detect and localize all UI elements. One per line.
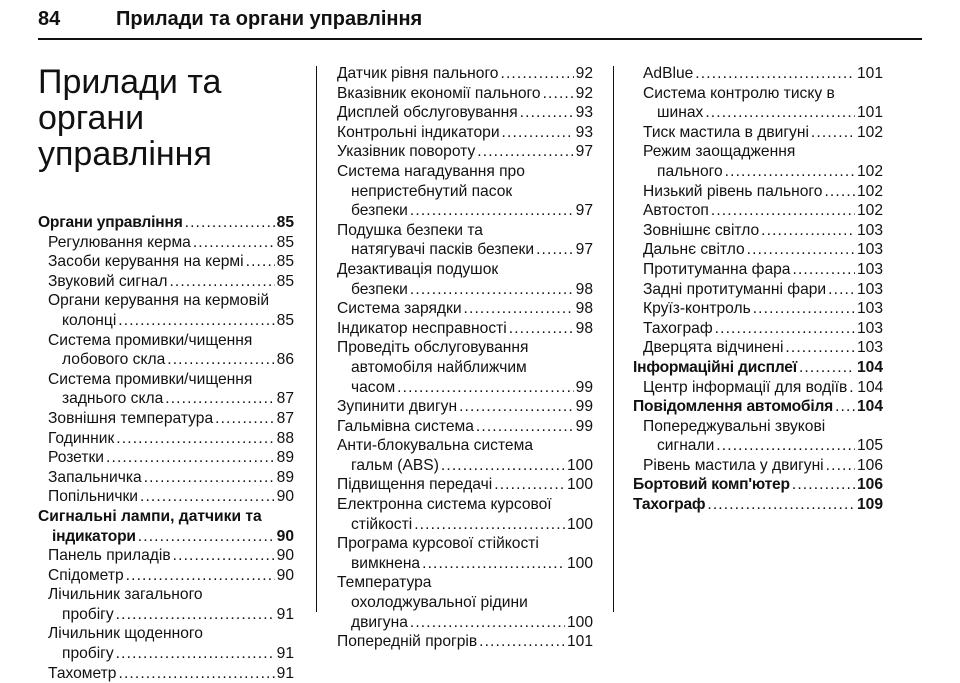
toc-entry[interactable] [633, 378, 883, 398]
toc-entry-title: Запальничка [48, 468, 142, 486]
toc-entry[interactable] [38, 409, 294, 429]
toc-entry-title: Тахограф [633, 496, 706, 514]
toc-entry[interactable] [38, 429, 294, 449]
toc-entry-title: Центр інформації для водіїв [643, 378, 848, 396]
toc-entry[interactable] [38, 291, 294, 330]
toc-entry-page: 100 [566, 476, 593, 494]
toc-entry-title: Анти-блокувальна система [337, 437, 533, 455]
toc-entry[interactable] [633, 299, 883, 319]
toc-entry-title: Режим заощадження [643, 143, 796, 161]
toc-entry-page: 98 [575, 319, 593, 337]
column-divider [316, 66, 317, 612]
leader-dots [502, 123, 574, 143]
leader-dots [828, 280, 855, 300]
toc-entry[interactable] [38, 331, 294, 370]
toc-entry-page: 101 [566, 633, 593, 651]
leader-dots [106, 448, 275, 468]
toc-entry-title-cont: шинах [657, 104, 704, 122]
toc-entry-page: 99 [575, 378, 593, 396]
toc-entry-page: 100 [566, 554, 593, 572]
leader-dots [459, 397, 574, 417]
toc-column-3 [633, 64, 883, 515]
header-rule [38, 38, 922, 40]
toc-entry-title-cont: автомобіля найближчим [351, 358, 527, 376]
toc-entry-page: 87 [276, 390, 294, 408]
toc-entry-page: 93 [575, 123, 593, 141]
toc-entry[interactable] [633, 417, 883, 456]
toc-entry-title: Датчик рівня пального [337, 65, 499, 82]
leader-dots [811, 123, 855, 143]
toc-entry-title: Проведіть обслуговування [337, 339, 529, 357]
toc-entry[interactable] [633, 201, 883, 221]
toc-entry-page: 92 [575, 65, 593, 82]
leader-dots [410, 201, 574, 221]
toc-entry-title: Тахограф [643, 319, 713, 337]
toc-entry-title-cont: заднього скла [62, 390, 164, 408]
toc-entry-title: Лічильник загального [48, 586, 203, 604]
toc-list-2 [337, 64, 593, 652]
toc-entry-title: Низький рівень пального [643, 182, 823, 200]
toc-entry[interactable] [633, 495, 883, 515]
toc-entry-page: 89 [276, 468, 294, 486]
toc-entry-title: Органи керування на кермовій [48, 292, 270, 310]
toc-entry[interactable] [337, 397, 593, 417]
toc-entry-page: 100 [566, 456, 593, 474]
leader-dots [116, 605, 275, 625]
toc-entry[interactable] [337, 534, 593, 573]
leader-dots [173, 546, 275, 566]
toc-entry-title-cont: охолоджувальної рідини [351, 594, 528, 612]
leader-dots [246, 252, 275, 272]
leader-dots [707, 495, 855, 515]
leader-dots [165, 389, 274, 409]
toc-entry-title: Бортовий комп'ютер [633, 476, 790, 494]
toc-entry[interactable] [337, 436, 593, 475]
toc-entry-title: Вказівник економії пального [337, 84, 541, 102]
toc-entry-title: Система промивки/чищення [48, 331, 253, 349]
toc-entry[interactable] [337, 573, 593, 632]
toc-entry-page: 104 [857, 378, 884, 396]
toc-entry-title-cont: вимкнена [351, 554, 421, 572]
toc-entry-title: AdBlue [643, 65, 694, 82]
toc-entry[interactable] [38, 468, 294, 488]
toc-entry[interactable] [337, 632, 593, 652]
toc-entry-page: 90 [276, 566, 294, 584]
leader-dots [536, 240, 574, 260]
toc-entry-page: 99 [575, 417, 593, 435]
toc-entry-page: 101 [856, 104, 883, 122]
toc-entry-title: Система зарядки [337, 300, 462, 318]
page-number: 84 [38, 8, 61, 30]
toc-entry-title: Система нагадування про [337, 162, 525, 180]
toc-entry[interactable] [38, 664, 294, 683]
leader-dots [215, 409, 275, 429]
leader-dots [410, 613, 565, 633]
leader-dots [422, 554, 565, 574]
leader-dots [464, 299, 574, 319]
toc-entry-title: Сигнальні лампи, датчики та [38, 507, 262, 525]
toc-entry-page: 87 [276, 409, 294, 427]
toc-entry[interactable] [38, 507, 294, 546]
leader-dots [824, 182, 855, 202]
toc-entry[interactable] [633, 84, 883, 123]
leader-dots [397, 378, 573, 398]
leader-dots [716, 436, 855, 456]
toc-entry-page: 103 [856, 260, 883, 278]
toc-entry-title: Дезактивація подушок [337, 260, 499, 278]
toc-entry-page: 104 [856, 358, 883, 376]
toc-entry-page: 85 [276, 233, 294, 251]
toc-entry-page: 98 [575, 280, 593, 298]
toc-entry[interactable] [38, 272, 294, 292]
leader-dots [477, 142, 573, 162]
leader-dots [725, 162, 855, 182]
toc-entry-page: 91 [276, 664, 294, 682]
toc-entry-title: Зовнішня температура [48, 409, 214, 427]
toc-entry-page: 109 [856, 496, 883, 514]
toc-entry-page: 99 [575, 398, 593, 416]
toc-entry[interactable] [633, 260, 883, 280]
leader-dots [849, 378, 855, 398]
toc-column-1 [38, 64, 294, 683]
toc-entry[interactable] [337, 84, 593, 104]
toc-entry-title: Повідомлення автомобіля [633, 398, 834, 416]
toc-entry[interactable] [38, 487, 294, 507]
toc-list-3 [633, 64, 883, 515]
toc-entry-title-cont: колонці [62, 311, 117, 329]
toc-entry[interactable] [337, 319, 593, 339]
toc-entry[interactable] [337, 417, 593, 437]
toc-entry[interactable] [337, 338, 593, 397]
toc-entry-title: Рівень мастила у двигуні [643, 456, 824, 474]
toc-entry-title-cont: натягувачі пасків безпеки [351, 241, 535, 259]
leader-dots [715, 319, 855, 339]
toc-entry-title: Контрольні індикатори [337, 123, 500, 141]
leader-dots [126, 566, 275, 586]
leader-dots [520, 103, 574, 123]
toc-entry-title-cont: пробігу [62, 605, 114, 623]
toc-entry[interactable] [38, 566, 294, 586]
toc-entry-page: 85 [276, 214, 294, 231]
toc-entry-title: Засоби керування на кермі [48, 253, 244, 271]
toc-entry-title: Інформаційні дисплеї [633, 358, 797, 376]
toc-entry-page: 97 [575, 241, 593, 259]
toc-entry-title: Задні протитуманні фари [643, 280, 827, 298]
leader-dots [785, 338, 855, 358]
toc-entry-title: Електронна система курсової [337, 496, 552, 514]
toc-entry-title: Годинник [48, 429, 115, 447]
toc-entry-title-cont: гальм (ABS) [351, 456, 439, 474]
toc-entry-page: 105 [856, 437, 883, 455]
toc-entry[interactable] [633, 358, 883, 378]
toc-entry[interactable] [337, 123, 593, 143]
page-header [0, 0, 960, 40]
leader-dots [441, 456, 565, 476]
toc-entry-page: 90 [276, 527, 294, 545]
toc-entry-title-cont: лобового скла [62, 351, 166, 369]
toc-entry-title: Зовнішнє світло [643, 221, 760, 239]
toc-entry-page: 89 [276, 449, 294, 467]
leader-dots [414, 515, 565, 535]
toc-entry-title: Попередній прогрів [337, 633, 478, 651]
toc-entry[interactable] [633, 221, 883, 241]
toc-entry[interactable] [633, 456, 883, 476]
toc-entry[interactable] [38, 233, 294, 253]
toc-entry-page: 106 [856, 456, 883, 474]
toc-entry[interactable] [38, 546, 294, 566]
leader-dots [494, 475, 565, 495]
toc-entry-title-cont: непристебнутий пасок [351, 182, 513, 200]
leader-dots [116, 644, 275, 664]
toc-entry-page: 85 [276, 272, 294, 290]
toc-entry[interactable] [633, 64, 883, 84]
toc-entry-page: 103 [856, 300, 883, 318]
toc-entry-title: Звуковий сигнал [48, 272, 168, 290]
toc-column-2 [337, 64, 593, 652]
toc-entry-title: Попереджувальні звукові [643, 417, 826, 435]
toc-entry-title: Система промивки/чищення [48, 370, 253, 388]
leader-dots [138, 527, 275, 547]
leader-dots [476, 417, 574, 437]
toc-entry-title: Протитуманна фара [643, 260, 791, 278]
toc-entry-page: 85 [276, 253, 294, 271]
toc-entry-title-cont: пального [657, 162, 723, 180]
toc-entry-title: Гальмівна система [337, 417, 474, 435]
toc-entry-page: 103 [856, 241, 883, 259]
toc-entry[interactable] [38, 213, 294, 233]
toc-entry-title: Розетки [48, 449, 105, 467]
toc-entry-title: Індикатор несправності [337, 319, 507, 337]
leader-dots [509, 319, 574, 339]
toc-entry-page: 103 [856, 280, 883, 298]
toc-entry-title: Зупинити двигун [337, 398, 458, 416]
leader-dots [185, 213, 275, 233]
toc-entry-page: 103 [856, 339, 883, 357]
toc-entry-page: 92 [575, 84, 593, 102]
toc-entry-title: Тахометр [48, 664, 117, 682]
toc-entry-page: 91 [276, 645, 294, 663]
leader-dots [543, 84, 574, 104]
leader-dots [711, 201, 855, 221]
leader-dots [116, 429, 274, 449]
toc-entry-title: Автостоп [643, 202, 709, 220]
leader-dots [792, 260, 854, 280]
toc-entry[interactable] [337, 299, 593, 319]
toc-entry-title: Програма курсової стійкості [337, 535, 539, 553]
toc-entry-title: Дисплей обслуговування [337, 104, 518, 122]
leader-dots [479, 632, 565, 652]
leader-dots [753, 299, 855, 319]
toc-entry[interactable] [337, 495, 593, 534]
toc-entry-title: Дальнє світло [643, 241, 745, 259]
toc-entry-title: Дверцята відчинені [643, 339, 784, 357]
toc-entry-title-cont: індикатори [52, 527, 136, 545]
toc-entry-title: Круїз-контроль [643, 300, 751, 318]
toc-entry[interactable] [38, 252, 294, 272]
toc-list-1 [38, 213, 294, 683]
toc-entry-title: Панель приладів [48, 547, 171, 565]
leader-dots [410, 280, 574, 300]
leader-dots [144, 468, 275, 488]
toc-entry-page: 102 [856, 182, 883, 200]
leader-dots [826, 456, 855, 476]
toc-entry[interactable] [337, 221, 593, 260]
toc-entry-page: 90 [276, 488, 294, 506]
toc-entry-title: Подушка безпеки та [337, 221, 483, 239]
toc-entry-title-cont: безпеки [351, 280, 408, 298]
leader-dots [799, 358, 855, 378]
leader-dots [761, 221, 855, 241]
toc-entry-page: 86 [276, 351, 294, 369]
toc-entry[interactable] [633, 319, 883, 339]
toc-entry-title-cont: пробігу [62, 645, 114, 663]
toc-entry[interactable] [337, 142, 593, 162]
toc-entry-title: Підвищення передачі [337, 476, 493, 494]
toc-entry-page: 100 [566, 515, 593, 533]
toc-entry-page: 93 [575, 104, 593, 122]
column-divider [613, 66, 614, 612]
toc-entry-title: Тиск мастила в двигуні [643, 123, 809, 141]
toc-entry-page: 102 [856, 202, 883, 220]
toc-entry-page: 100 [566, 613, 593, 631]
leader-dots [118, 664, 274, 683]
toc-entry[interactable] [337, 475, 593, 495]
toc-entry-page: 90 [276, 547, 294, 565]
leader-dots [169, 272, 274, 292]
toc-entry-title-cont: сигнали [657, 437, 715, 455]
toc-entry[interactable] [633, 123, 883, 143]
toc-entry-page: 104 [856, 398, 883, 416]
leader-dots [118, 311, 274, 331]
toc-entry[interactable] [633, 338, 883, 358]
toc-entry-page: 97 [575, 202, 593, 220]
toc-entry-title-cont: безпеки [351, 202, 408, 220]
toc-entry-page: 103 [856, 221, 883, 239]
toc-entry[interactable] [633, 397, 883, 417]
toc-entry-page: 102 [856, 162, 883, 180]
toc-entry-title-cont: стійкості [351, 515, 413, 533]
toc-entry-page: 98 [575, 300, 593, 318]
leader-dots [705, 103, 855, 123]
toc-entry-page: 91 [276, 605, 294, 623]
toc-entry[interactable] [38, 370, 294, 409]
leader-dots [500, 64, 573, 84]
toc-entry-title: Регулювання керма [48, 233, 191, 251]
toc-entry-title: Спідометр [48, 566, 124, 584]
toc-entry-page: 103 [856, 319, 883, 337]
leader-dots [695, 64, 855, 84]
toc-entry-title: Попільнички [48, 488, 138, 506]
toc-entry[interactable] [38, 585, 294, 624]
toc-entry[interactable] [633, 280, 883, 300]
toc-entry-title-cont: часом [351, 378, 396, 396]
toc-entry[interactable] [633, 182, 883, 202]
toc-entry[interactable] [633, 475, 883, 495]
leader-dots [747, 240, 855, 260]
toc-entry-page: 88 [276, 429, 294, 447]
leader-dots [835, 397, 855, 417]
toc-entry-title: Лічильник щоденного [48, 625, 203, 643]
toc-entry[interactable] [337, 260, 593, 299]
toc-entry[interactable] [337, 64, 593, 84]
toc-entry-title: Органи управління [38, 214, 183, 231]
chapter-title: Прилади та органи управління [38, 63, 222, 173]
toc-entry-page: 97 [575, 143, 593, 161]
toc-entry[interactable] [38, 448, 294, 468]
leader-dots [167, 350, 274, 370]
leader-dots [193, 233, 275, 253]
toc-entry-title-cont: двигуна [351, 613, 408, 631]
toc-entry-page: 85 [276, 311, 294, 329]
toc-entry-title: Указівник повороту [337, 143, 476, 161]
running-title: Прилади та органи управління [116, 8, 423, 30]
leader-dots [792, 475, 855, 495]
toc-entry[interactable] [337, 162, 593, 221]
toc-entry-page: 102 [856, 123, 883, 141]
toc-entry[interactable] [633, 142, 883, 181]
toc-entry[interactable] [38, 624, 294, 663]
toc-entry[interactable] [337, 103, 593, 123]
leader-dots [140, 487, 275, 507]
toc-entry-page: 106 [856, 476, 883, 494]
toc-entry-page: 101 [856, 65, 883, 82]
toc-entry-title: Температура [337, 574, 432, 592]
toc-entry-title: Система контролю тиску в [643, 84, 835, 102]
toc-entry[interactable] [633, 240, 883, 260]
